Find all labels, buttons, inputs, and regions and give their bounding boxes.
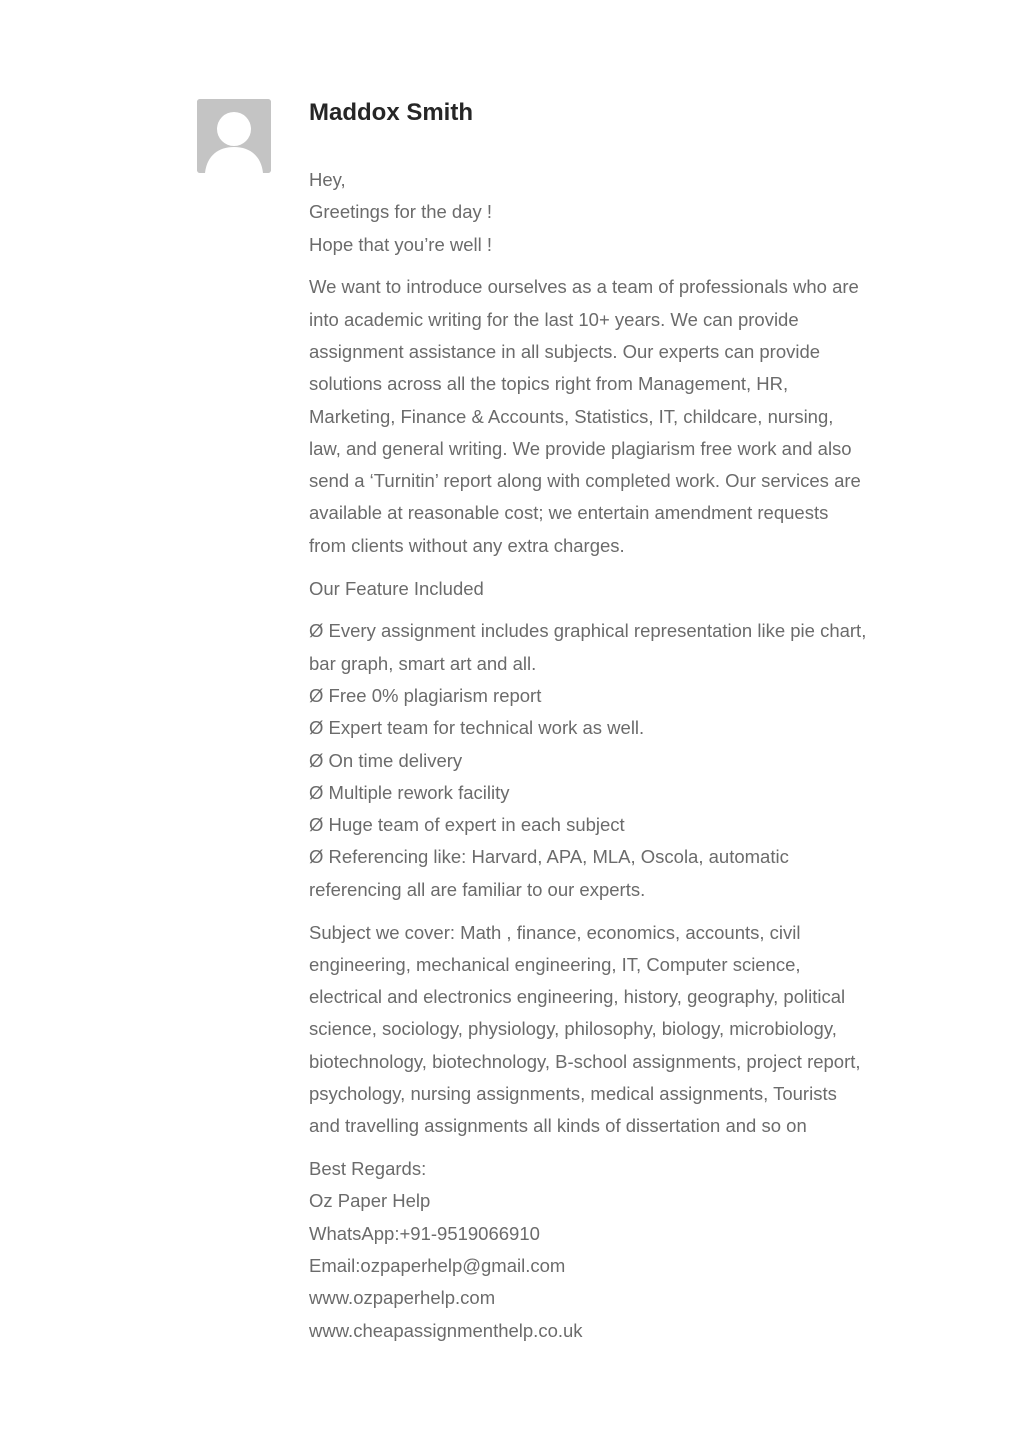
feature-item: Ø Free 0% plagiarism report [309,684,542,706]
greeting-line: Greetings for the day ! [309,201,493,223]
author-name: Maddox Smith [309,99,474,126]
features-heading: Our Feature Included [309,577,484,599]
signature-line: WhatsApp:+91-9519066910 [309,1222,540,1244]
signature-line: Oz Paper Help [309,1190,431,1212]
signature-block [309,1153,869,1347]
greeting-line: Hey, [309,169,346,190]
greeting-block [309,164,869,261]
features-list [309,615,869,906]
subjects-paragraph: Subject we cover: Math , finance, economics, accounts, civil engineering, mechanical engineering, IT, Computer science, electrical and electronics engineering, history, geography, political science, sociology, physiology, philosophy, biology, microbiology, biotechnology, biotechnology, B-school assignments, project report, psychology, nursing assignments, medical assignments, Tourists and travelling assignments all kinds of dissertation and so on [309,921,861,1137]
signature-line: Best Regards: [309,1158,427,1180]
feature-item: Ø Every assignment includes graphical representation like pie chart, bar graph, smart art and all. [309,620,867,674]
feature-item: Ø Expert team for technical work as well. [309,717,645,739]
feature-item: Ø Referencing like: Harvard, APA, MLA, Oscola, automatic referencing all are familiar to our experts. [309,846,789,900]
signature-line: www.ozpaperhelp.com [309,1287,496,1309]
comment-body [309,164,869,1347]
signature-line: www.cheapassignmenthelp.co.uk [309,1319,583,1341]
signature-line: Email:ozpaperhelp@gmail.com [309,1255,566,1276]
user-silhouette-icon [197,99,271,173]
comment-content [309,99,869,1357]
intro-paragraph: We want to introduce ourselves as a team of professionals who are into academic writing for the last 10+ years. We can provide assignment assistance in all subjects. Our experts can provide solutions across all the topics right from Management, HR, Marketing, Finance & Accounts, Statistics, IT, childcare, nursing, law, and general writing. We provide plagiarism free work and also send a ‘Turnitin’ report along with completed work. Our services are available at reasonable cost; we entertain amendment requests from clients without any extra charges. [309,276,861,556]
greeting-line: Hope that you’re well ! [309,233,493,255]
feature-item: Ø On time delivery [309,749,463,771]
avatar [197,99,271,173]
feature-item: Ø Huge team of expert in each subject [309,814,625,836]
feature-item: Ø Multiple rework facility [309,781,510,803]
